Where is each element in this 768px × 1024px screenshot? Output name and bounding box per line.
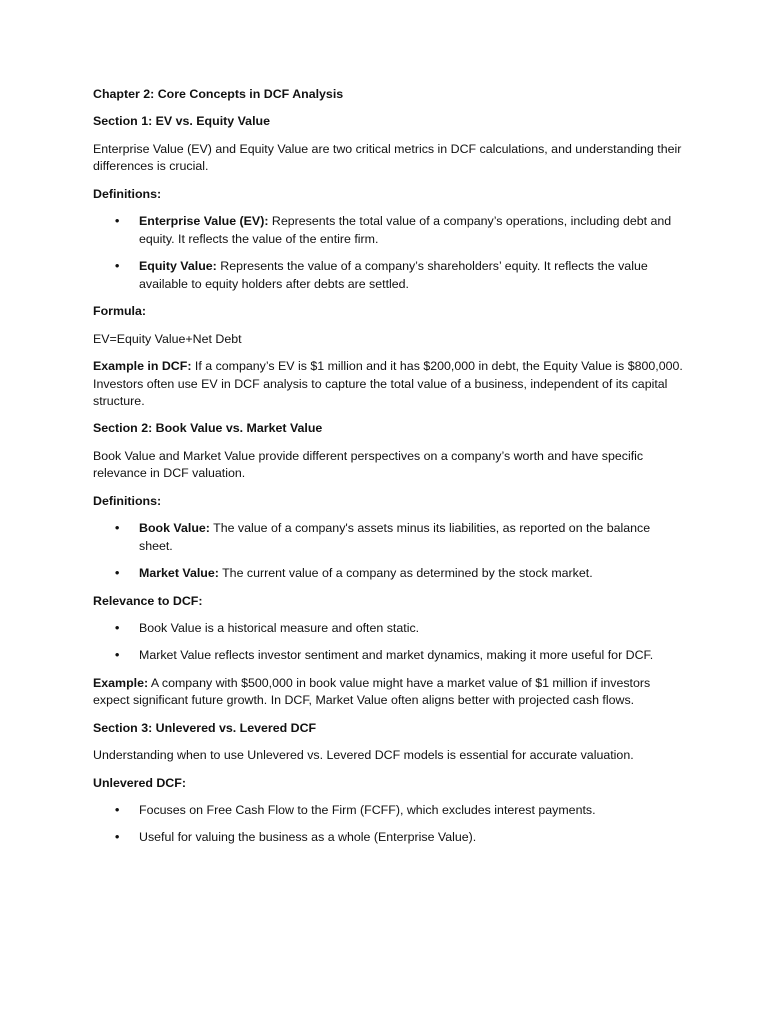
definitions-label: Definitions: [93,493,162,508]
chapter-title: Chapter 2: Core Concepts in DCF Analysis [93,87,344,101]
list-item [93,647,683,665]
unlevered-list [93,802,683,847]
definitions-list [93,213,683,293]
example-label: Example in DCF: [93,358,192,373]
paragraph: Enterprise Value (EV) and Equity Value are two critical metrics in DCF calculations, and understanding their differences is crucial. [93,141,682,174]
relevance-list [93,620,683,665]
definition-text: Represents the value of a company’s shareholders’ equity. It reflects the value available to equity holders after debts are settled. [139,259,648,291]
definitions-list [93,520,683,583]
definition-term: Book Value: [139,521,210,536]
list-item [93,213,683,248]
formula: EV=Equity Value+Net Debt [93,331,242,346]
definitions-label: Definitions: [93,186,162,201]
list-item-text: Market Value reflects investor sentiment and market dynamics, making it more useful for DCF. [139,648,654,663]
section-heading: Section 3: Unlevered vs. Levered DCF [93,720,317,735]
unlevered-label: Unlevered DCF: [93,775,186,790]
example-paragraph [93,675,683,710]
list-item [93,829,683,847]
document-page [93,86,683,857]
list-item [93,802,683,820]
bullet-icon: • [115,648,120,663]
list-item [93,520,683,555]
bullet-icon: • [115,259,120,274]
list-item-text: Focuses on Free Cash Flow to the Firm (FCFF), which excludes interest payments. [139,802,596,817]
formula-label: Formula: [93,304,147,319]
bullet-icon: • [115,621,120,636]
definition-text: Represents the total value of a company’s operations, including debt and equity. It reflects the value of the entire firm. [139,214,672,246]
list-item [93,565,683,583]
definition-text: The current value of a company as determined by the stock market. [218,566,593,581]
list-item-text: Useful for valuing the business as a whole (Enterprise Value). [139,830,477,845]
definition-term: Market Value: [139,566,219,581]
section-heading: Section 2: Book Value vs. Market Value [93,421,323,436]
example-paragraph [93,358,683,411]
paragraph: Understanding when to use Unlevered vs. Levered DCF models is essential for accurate valuation. [93,748,634,763]
example-text: If a company’s EV is $1 million and it has $200,000 in debt, the Equity Value is $800,000. Investors often use EV in DCF analysis to capture the total value of a business, independent of its capital structure. [93,358,683,409]
list-item [93,620,683,638]
list-item-text: Book Value is a historical measure and often static. [139,621,420,636]
example-text: A company with $500,000 in book value might have a market value of $1 million if investors expect significant future growth. In DCF, Market Value often aligns better with projected cash flows. [93,675,651,708]
paragraph: Book Value and Market Value provide different perspectives on a company’s worth and have specific relevance in DCF valuation. [93,448,644,481]
relevance-label: Relevance to DCF: [93,593,203,608]
bullet-icon: • [115,566,120,581]
example-label: Example: [93,675,149,690]
bullet-icon: • [115,521,120,536]
section-heading: Section 1: EV vs. Equity Value [93,114,270,129]
bullet-icon: • [115,214,120,229]
list-item [93,258,683,293]
definition-text: The value of a company's assets minus its liabilities, as reported on the balance sheet. [139,521,651,553]
definition-term: Enterprise Value (EV): [139,214,269,229]
bullet-icon: • [115,830,120,845]
definition-term: Equity Value: [139,259,217,274]
bullet-icon: • [115,802,120,817]
